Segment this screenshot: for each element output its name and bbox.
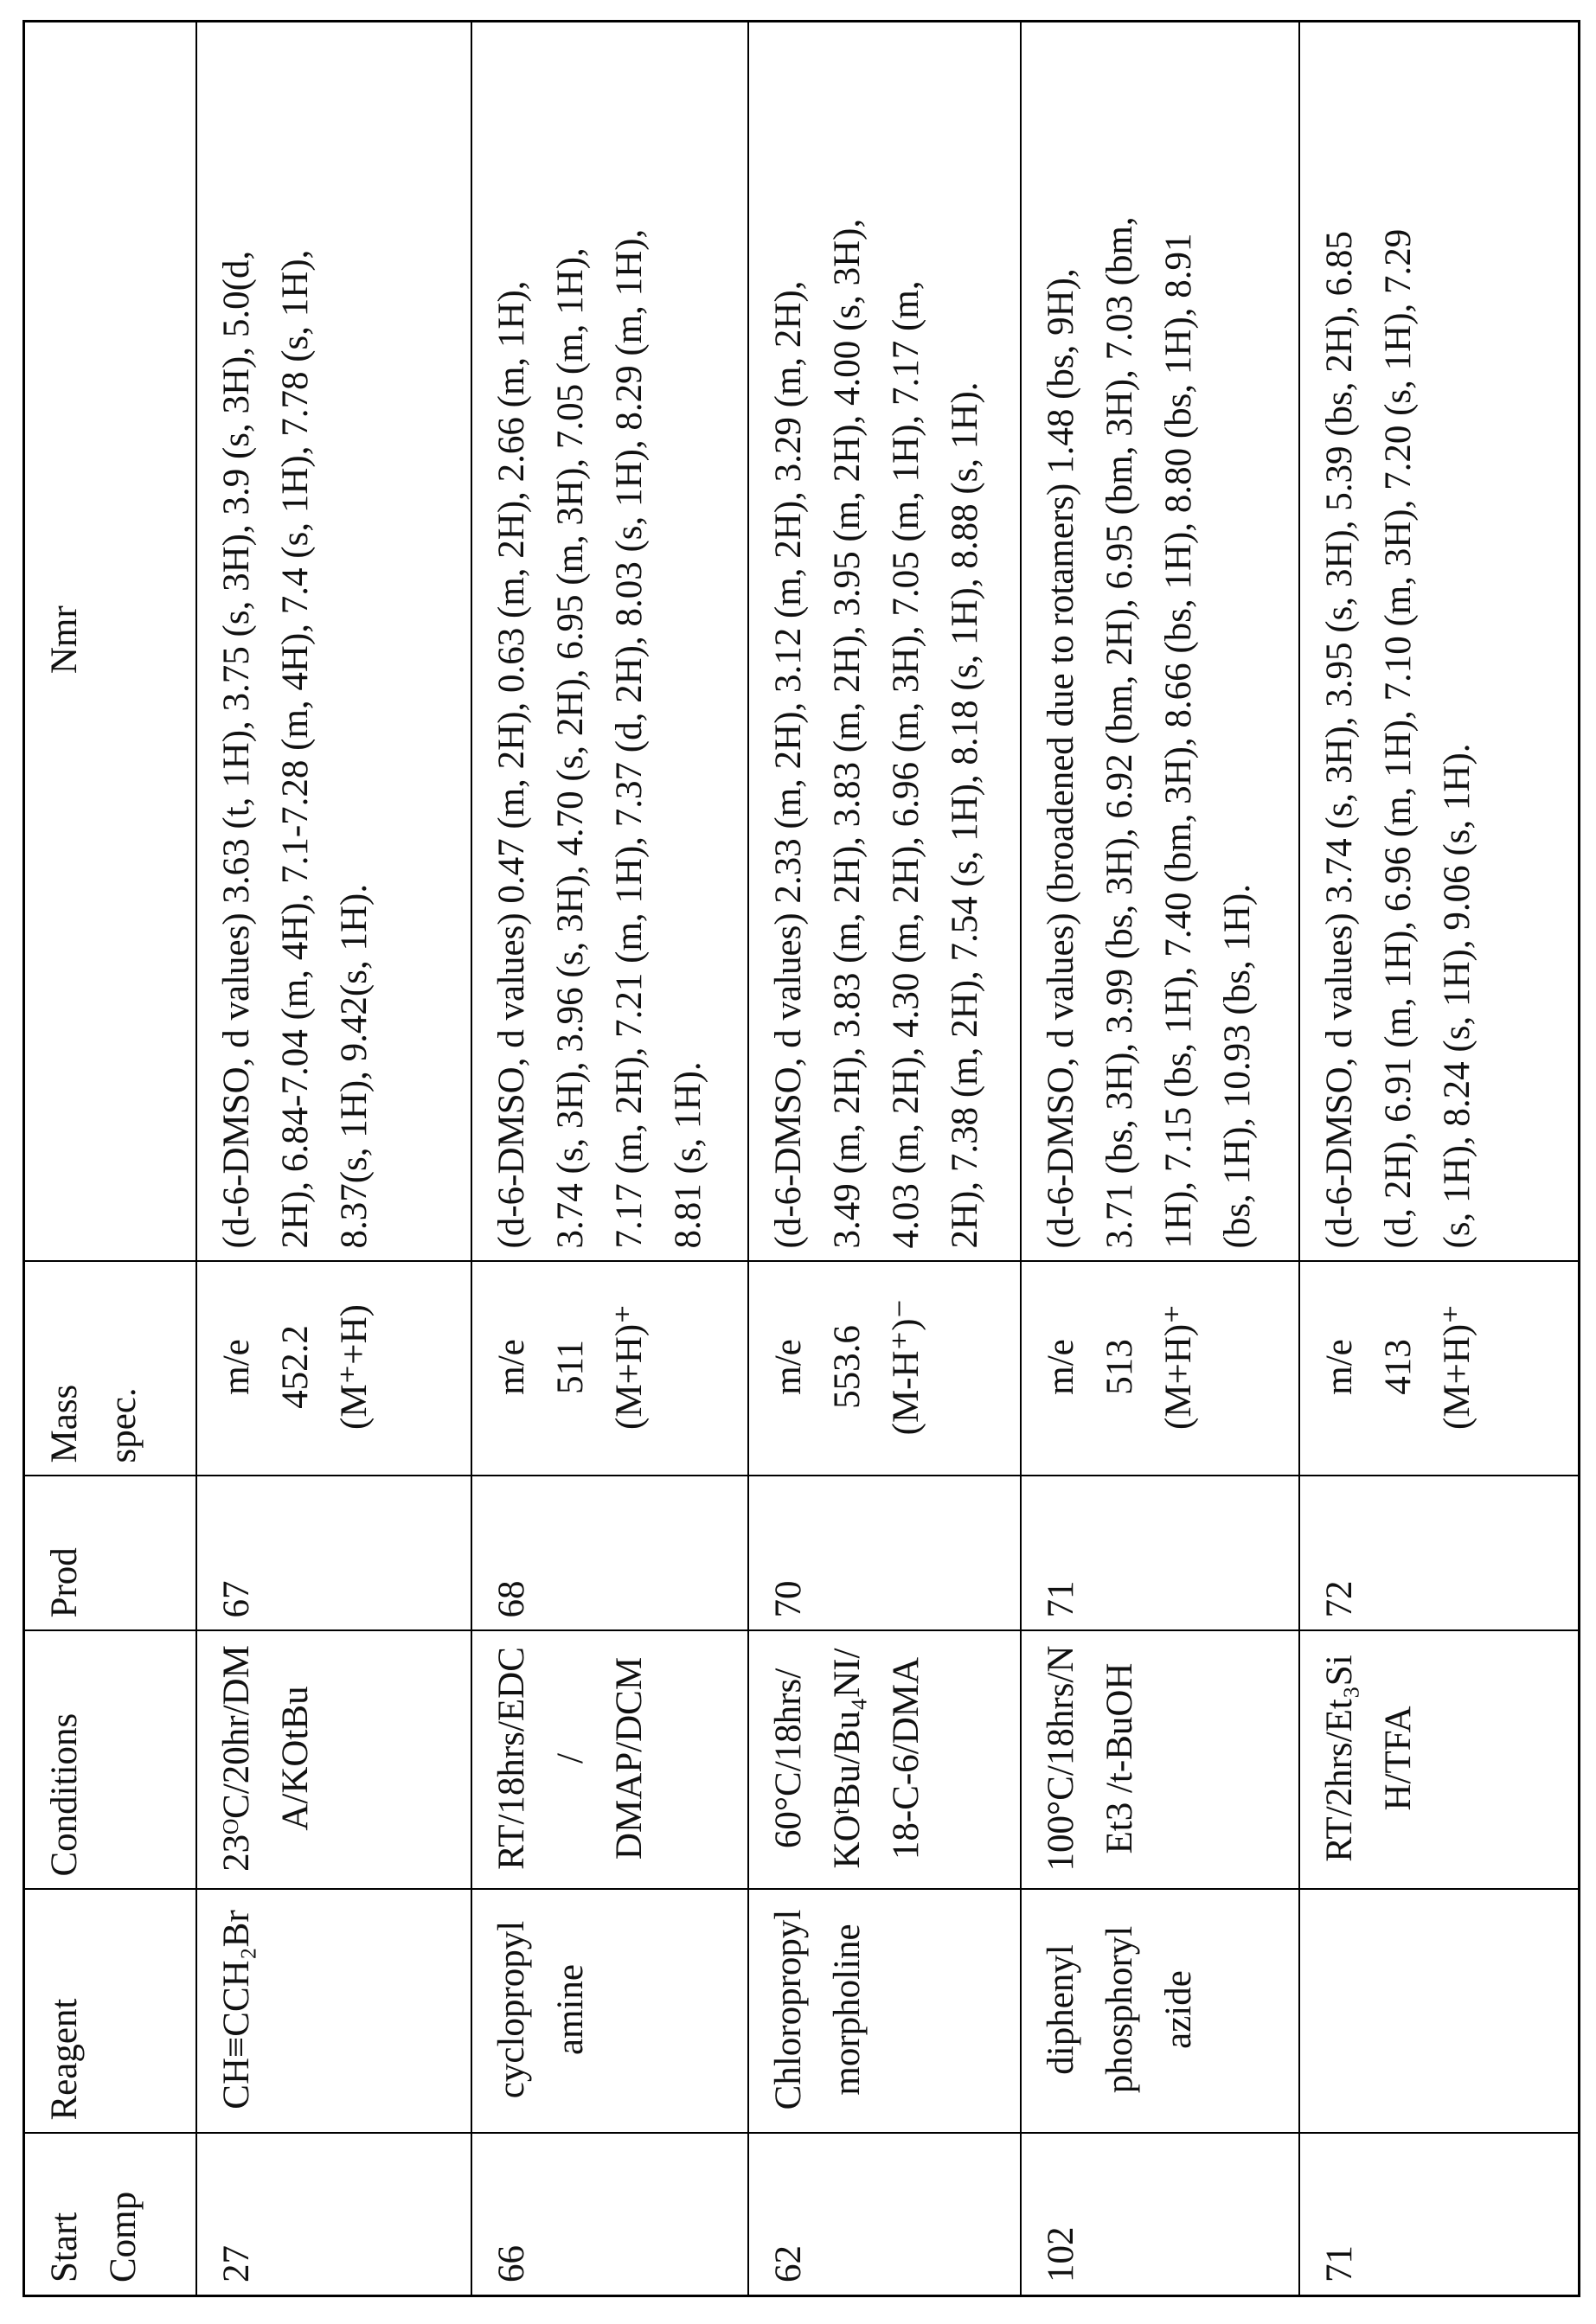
cell-text-line: 67 bbox=[208, 1486, 266, 1618]
cell-text-line: spec. bbox=[94, 1271, 153, 1463]
cell-conditions bbox=[1299, 1631, 1580, 1890]
cell-mass bbox=[196, 1262, 471, 1476]
cell-mass bbox=[748, 1262, 1021, 1476]
cell-text-line: (d-6-DMSO, d values) 3.74 (s, 3H), 3.95 (s, 3H), 5.39 (bs, 2H), 6.85 bbox=[1311, 31, 1369, 1249]
cell-text-line: (d-6-DMSO, d values) 3.63 (t, 1H), 3.75 (s, 3H), 3.9 (s, 3H), 5.0(d, bbox=[208, 31, 266, 1249]
cell-text-line: Prod bbox=[35, 1486, 94, 1618]
cell-text-line: 2H), 7.38 (m, 2H), 7.54 (s, 1H), 8.18 (s, 1H), 8.88 (s, 1H). bbox=[936, 31, 995, 1249]
cell-reagent bbox=[1021, 1890, 1299, 2134]
cell-start bbox=[196, 2134, 471, 2296]
table-row bbox=[196, 22, 471, 2296]
cell-text-line: Reagent bbox=[35, 1899, 94, 2121]
cell-nmr bbox=[1299, 22, 1580, 1262]
table-row bbox=[471, 22, 748, 2296]
cell-text-line: (M+H)⁺ bbox=[600, 1271, 659, 1463]
cell-text-line: RT/2hrs/Et₃Si bbox=[1311, 1641, 1369, 1877]
cell-text-line: 71 bbox=[1311, 2143, 1369, 2283]
cell-text-line: 513 bbox=[1091, 1271, 1150, 1463]
cell-text-line: Chloropropyl bbox=[760, 1899, 818, 2121]
cell-text-line: Mass bbox=[35, 1271, 94, 1463]
cell-text-line: (d-6-DMSO, d values) 0.47 (m, 2H), 0.63 (m, 2H), 2.66 (m, 1H), bbox=[483, 31, 542, 1249]
cell-text-line: 4.03 (m, 2H), 4.30 (m, 2H), 6.96 (m, 3H), 7.05 (m, 1H), 7.17 (m, bbox=[877, 31, 936, 1249]
cell-text-line: 2H), 6.84-7.04 (m, 4H), 7.1-7.28 (m, 4H), 7.4 (s, 1H), 7.78 (s, 1H), bbox=[266, 31, 325, 1249]
cell-prod bbox=[748, 1476, 1021, 1631]
cell-mass bbox=[1299, 1262, 1580, 1476]
header-prod bbox=[24, 1476, 196, 1631]
cell-prod bbox=[196, 1476, 471, 1631]
cell-text-line: 8.37(s, 1H), 9.42(s, 1H). bbox=[325, 31, 384, 1249]
cell-text-line: Nmr bbox=[35, 31, 94, 1249]
cell-text-line: H/TFA bbox=[1369, 1641, 1428, 1877]
cell-reagent bbox=[196, 1890, 471, 2134]
cell-text-line: amine bbox=[542, 1899, 600, 2121]
cell-text-line: m/e bbox=[208, 1271, 266, 1463]
cell-text-line: CH≡CCH₂Br bbox=[208, 1899, 266, 2121]
cell-text-line: 72 bbox=[1311, 1486, 1369, 1618]
header-mass bbox=[24, 1262, 196, 1476]
cell-text-line: 553.6 bbox=[818, 1271, 877, 1463]
table-header-row bbox=[24, 22, 196, 2296]
table-row bbox=[1299, 22, 1580, 2296]
cell-text-line: 452.2 bbox=[266, 1271, 325, 1463]
cell-text-line: 7.17 (m, 2H), 7.21 (m, 1H), 7.37 (d, 2H), 8.03 (s, 1H), 8.29 (m, 1H), bbox=[600, 31, 659, 1249]
reaction-data-table bbox=[22, 20, 1580, 2297]
cell-prod bbox=[1021, 1476, 1299, 1631]
cell-text-line: cyclopropyl bbox=[483, 1899, 542, 2121]
cell-reagent bbox=[748, 1890, 1021, 2134]
cell-text-line: Start bbox=[35, 2143, 94, 2283]
cell-text-line: 62 bbox=[760, 2143, 818, 2283]
cell-nmr bbox=[1021, 22, 1299, 1262]
cell-reagent bbox=[471, 1890, 748, 2134]
cell-text-line: RT/18hrs/EDC bbox=[483, 1641, 542, 1877]
cell-text-line: (M-H⁺)⁻ bbox=[877, 1271, 936, 1463]
cell-text-line: KOᵗBu/Bu₄NI/ bbox=[818, 1641, 877, 1877]
header-conditions bbox=[24, 1631, 196, 1890]
header-start bbox=[24, 2134, 196, 2296]
cell-conditions bbox=[196, 1631, 471, 1890]
cell-text-line: 8.81 (s, 1H). bbox=[659, 31, 718, 1249]
cell-text-line: 68 bbox=[483, 1486, 542, 1618]
rotated-table-page bbox=[22, 22, 1578, 2297]
cell-start bbox=[1299, 2134, 1580, 2296]
cell-text-line: Conditions bbox=[35, 1641, 94, 1877]
header-reagent bbox=[24, 1890, 196, 2134]
cell-text-line: / bbox=[542, 1641, 600, 1877]
cell-text-line: Comp bbox=[94, 2143, 153, 2283]
cell-text-line: 70 bbox=[760, 1486, 818, 1618]
cell-text-line: (M+H)⁺ bbox=[1428, 1271, 1487, 1463]
cell-start bbox=[1021, 2134, 1299, 2296]
cell-conditions bbox=[1021, 1631, 1299, 1890]
cell-text-line: (d, 2H), 6.91 (m, 1H), 6.96 (m, 1H), 7.10 (m, 3H), 7.20 (s, 1H), 7.29 bbox=[1369, 31, 1428, 1249]
cell-text-line: (bs, 1H), 10.93 (bs, 1H). bbox=[1208, 31, 1267, 1249]
cell-nmr bbox=[471, 22, 748, 1262]
cell-text-line: 71 bbox=[1032, 1486, 1091, 1618]
cell-prod bbox=[471, 1476, 748, 1631]
cell-text-line: A/KOtBu bbox=[266, 1641, 325, 1877]
cell-text-line: Et3 /t-BuOH bbox=[1091, 1641, 1150, 1877]
cell-text-line: 3.49 (m, 2H), 3.83 (m, 2H), 3.83 (m, 2H), 3.95 (m, 2H), 4.00 (s, 3H), bbox=[818, 31, 877, 1249]
cell-text-line: 66 bbox=[483, 2143, 542, 2283]
cell-text-line: 23ᴼC/20hr/DM bbox=[208, 1641, 266, 1877]
cell-reagent bbox=[1299, 1890, 1580, 2134]
cell-text-line: morpholine bbox=[818, 1899, 877, 2121]
cell-text-line: m/e bbox=[1311, 1271, 1369, 1463]
cell-start bbox=[748, 2134, 1021, 2296]
cell-text-line: 413 bbox=[1369, 1271, 1428, 1463]
cell-nmr bbox=[748, 22, 1021, 1262]
cell-text-line: (d-6-DMSO, d values) (broadened due to rotamers) 1.48 (bs, 9H), bbox=[1032, 31, 1091, 1249]
cell-text-line: 3.74 (s, 3H), 3.96 (s, 3H), 4.70 (s, 2H), 6.95 (m, 3H), 7.05 (m, 1H), bbox=[542, 31, 600, 1249]
cell-text-line: 102 bbox=[1032, 2143, 1091, 2283]
cell-conditions bbox=[471, 1631, 748, 1890]
cell-text-line: 60°C/18hrs/ bbox=[760, 1641, 818, 1877]
cell-text-line: (d-6-DMSO, d values) 2.33 (m, 2H), 3.12 (m, 2H), 3.29 (m, 2H), bbox=[760, 31, 818, 1249]
cell-text-line: DMAP/DCM bbox=[600, 1641, 659, 1877]
cell-text-line: 18-C-6/DMA bbox=[877, 1641, 936, 1877]
cell-prod bbox=[1299, 1476, 1580, 1631]
header-nmr bbox=[24, 22, 196, 1262]
cell-text-line: m/e bbox=[1032, 1271, 1091, 1463]
cell-text-line: 100°C/18hrs/N bbox=[1032, 1641, 1091, 1877]
cell-text-line: (M+H)⁺ bbox=[1150, 1271, 1208, 1463]
table-row bbox=[748, 22, 1021, 2296]
cell-text-line: m/e bbox=[483, 1271, 542, 1463]
cell-text-line: 27 bbox=[208, 2143, 266, 2283]
cell-text-line: (s, 1H), 8.24 (s, 1H), 9.06 (s, 1H). bbox=[1428, 31, 1487, 1249]
cell-text-line: 3.71 (bs, 3H), 3.99 (bs, 3H), 6.92 (bm, 2H), 6.95 (bm, 3H), 7.03 (bm, bbox=[1091, 31, 1150, 1249]
cell-start bbox=[471, 2134, 748, 2296]
cell-text-line: phosphoryl bbox=[1091, 1899, 1150, 2121]
cell-conditions bbox=[748, 1631, 1021, 1890]
cell-text-line: m/e bbox=[760, 1271, 818, 1463]
cell-mass bbox=[1021, 1262, 1299, 1476]
cell-nmr bbox=[196, 22, 471, 1262]
cell-text-line: diphenyl bbox=[1032, 1899, 1091, 2121]
cell-text-line: azide bbox=[1150, 1899, 1208, 2121]
cell-text-line: (M⁺+H) bbox=[325, 1271, 384, 1463]
table-row bbox=[1021, 22, 1299, 2296]
cell-text-line: 511 bbox=[542, 1271, 600, 1463]
cell-mass bbox=[471, 1262, 748, 1476]
cell-text-line: 1H), 7.15 (bs, 1H), 7.40 (bm, 3H), 8.66 (bs, 1H), 8.80 (bs, 1H), 8.91 bbox=[1150, 31, 1208, 1249]
